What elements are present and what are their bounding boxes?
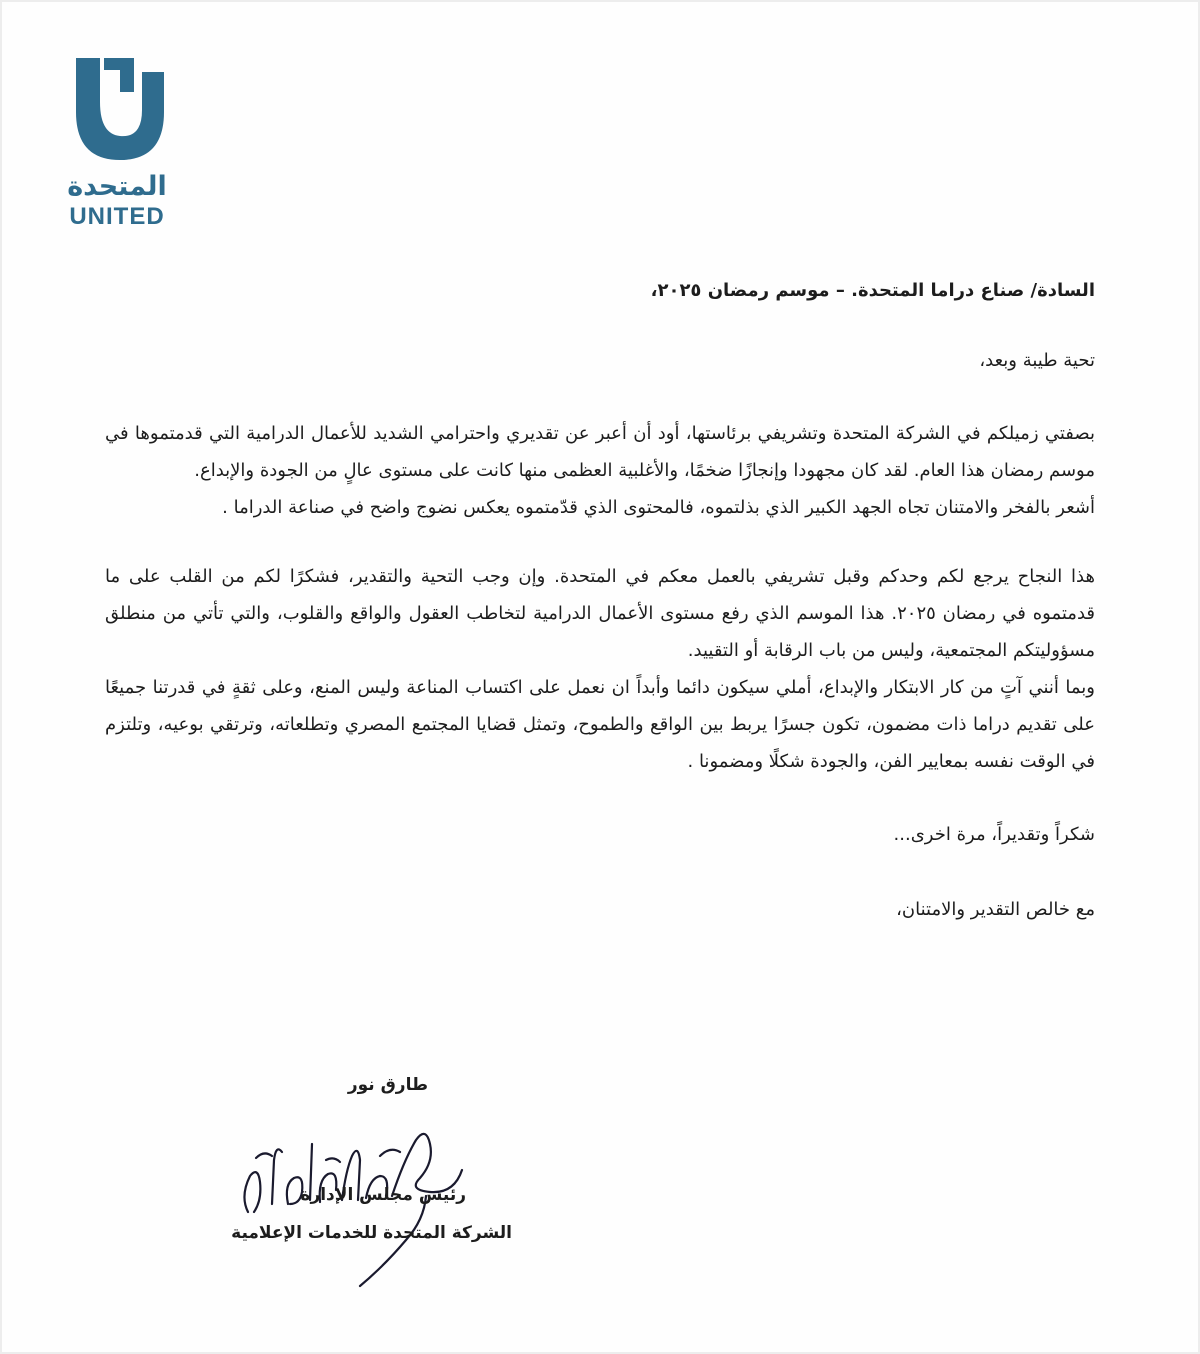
logo-english-name: UNITED	[69, 203, 165, 230]
letter-thanks: شكراً وتقديراً، مرة اخرى...	[893, 824, 1095, 845]
letter-addressee: السادة/ صناع دراما المتحدة. – موسم رمضان ٢٠٢٥،	[650, 280, 1095, 301]
logo-arabic-name: المتحدة	[67, 171, 167, 202]
letter-paragraph: بصفتي زميلكم في الشركة المتحدة وتشريفي برئاستها، أود أن أعبر عن تقديري واحترامي الشديد للأعمال الدرامية التي قدمتموها في موسم رمضان هذا العام. لقد كان مجهودا وإنجازًا ضخمًا، والأغلبية العظمى منها كانت على مستوى عالٍ من الجودة والإبداع.	[105, 423, 1095, 481]
signatory-company: الشركة المتحدة للخدمات الإعلامية	[231, 1223, 512, 1243]
letter-paragraph: هذا النجاح يرجع لكم وحدكم وقبل تشريفي بالعمل معكم في المتحدة. وإن وجب التحية والتقدير، فشكرًا لكم من القلب على ما قدمتموه في رمضان ٢٠٢٥. هذا الموسم الذي رفع مستوى الأعمال الدرامية لتخاطب العقول والواقع والقلوب، والتي تأتي من منطلق مسؤوليتكم المجتمعية، وليس من باب الرقابة أو التقييد.	[105, 566, 1096, 661]
signature-block	[200, 1072, 520, 1282]
letter-body	[105, 272, 1095, 928]
letter-greeting: تحية طيبة وبعد،	[979, 350, 1095, 371]
letter-paragraph: وبما أنني آتٍ من كار الابتكار والإبداع، أملي سيكون دائما وأبداً ان نعمل على اكتساب المناعة وليس المنع، وعلى ثقةٍ في قدرتنا جميعًا على تقديم دراما ذات مضمون، تكون جسرًا يربط بين الواقع والطموح، وتمثل قضايا المجتمع المصري وتطلعاته، وترتقي بوعيه، وتلتزم في الوقت نفسه بمعايير الفن، والجودة شكلًا ومضمونا .	[105, 677, 1095, 772]
united-logo-mark-icon	[64, 52, 168, 164]
company-logo	[58, 52, 178, 232]
signatory-title: رئيس مجلس الإدارة	[300, 1185, 466, 1205]
letter-paragraph: أشعر بالفخر والامتنان تجاه الجهد الكبير الذي بذلتموه، فالمحتوى الذي قدّمتموه يعكس نضوج واضح في صناعة الدراما .	[222, 497, 1095, 518]
signatory-name: طارق نور	[347, 1075, 428, 1095]
letter-closing: مع خالص التقدير والامتنان،	[896, 899, 1095, 920]
